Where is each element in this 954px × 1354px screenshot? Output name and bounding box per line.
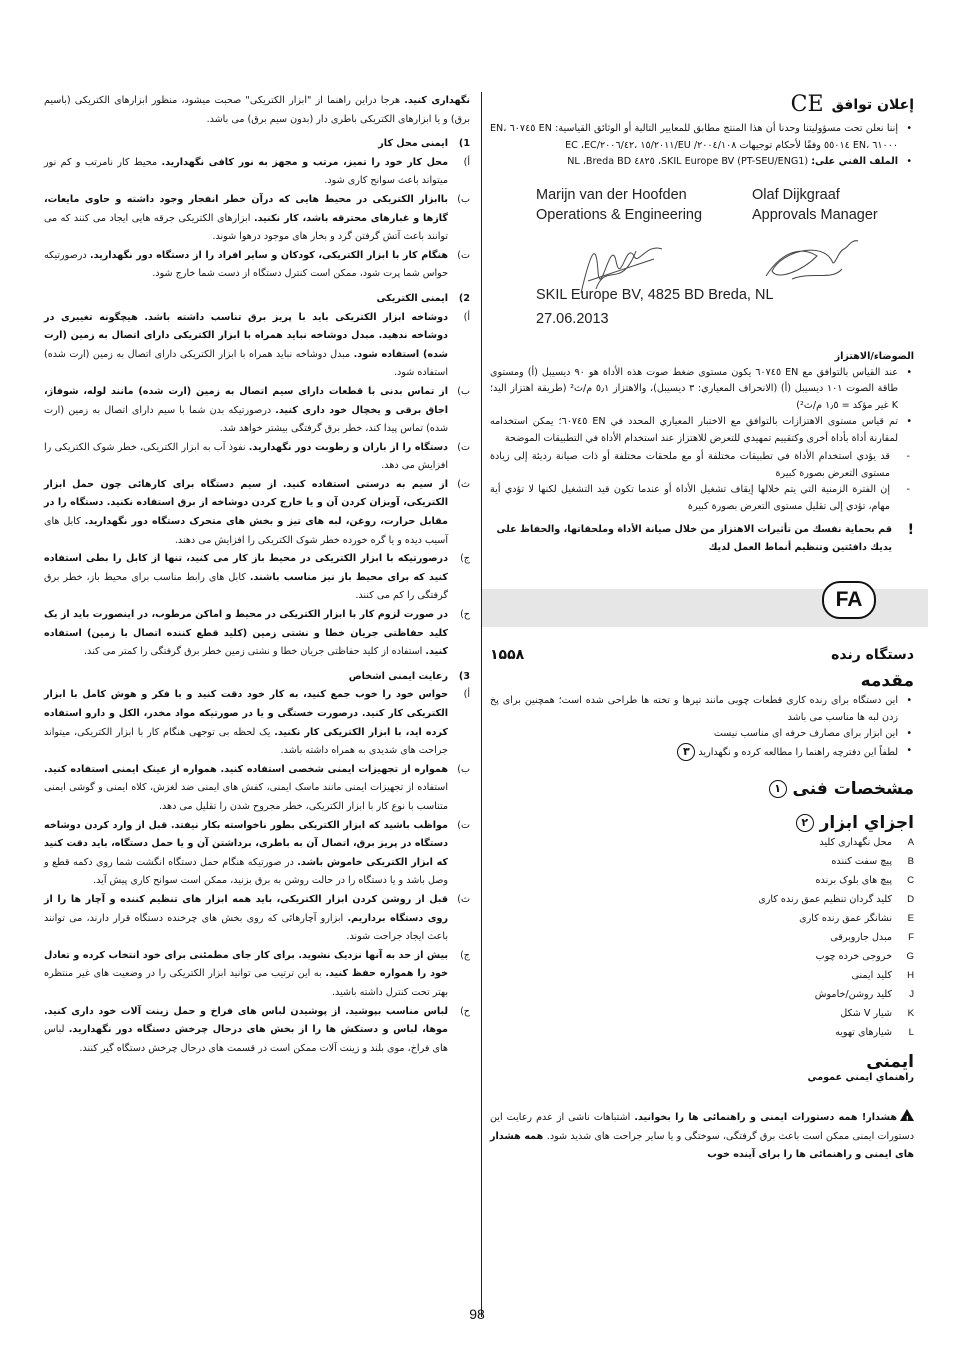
intro-bullet: • این ابزار برای مصارف حرفه ای مناسب نیست (490, 726, 898, 743)
specs-title: مشخصات فنی ۱ (490, 779, 914, 799)
figure-number-icon: ۲ (796, 814, 814, 832)
general-warning: ! هشدار! همه دستورات ایمنی و راهنمائی ها را بخوانید. اشتباهات ناشی از عدم رعایت این دستورات ایمنی ممکن است باعث برق گرفتگی، سوختگی و یا سایر جراحت های شدید شود. همه هشدار های ایمنی و راهنمائی ها را برای آینده خوب (490, 1109, 914, 1165)
safety-item: ح) لباس مناسب بپوشید. از پوشیدن لباس های فراخ و حمل زینت آلات خود داری کنید. موها، لباس و دستکش ها را از بخش های درحال چرخش دستگاه دور نگهدارید. لباس های فراخ، موی بلند و زینت آلات ممکن است در قسمت های درحال چرخش دستگاه گیر کنند. (44, 1005, 470, 1054)
column-divider (481, 92, 482, 1317)
part-item: J کلید روشن/خاموش (814, 989, 914, 1000)
safety-item: ب) باابزار الکتریکی در محیط هایی که درآن خطر انفجار وجود داشته و حاوی مایعات، گازها و غبارهای محترقه باشد، کار نکنید. ابزارهای الکتریکی جرقه هایی ایجاد می کنند که می توانند باعث آتش گرفتن گرد و بخار های موجود درهوا شوند. (44, 193, 470, 243)
intro-title: مقدمه (860, 671, 914, 691)
section-heading: 3) رعایت ایمنی اشخاص (348, 670, 470, 682)
page-number: 98 (469, 1306, 485, 1322)
noise-bullet: • عند القياس بالتوافق مع EN ٦٠٧٤٥ يكون مستوى ضغط صوت هذه الأداة هو ٩٠ ديسيبل (أ) ومستوى طاقة الصوت ١٠١ ديسيبل (أ) (الانحراف المعياري: ٣ ديسيبل)، والاهتزاز ٥٫١ م/ث² (طريقة اهتزاز اليد؛ K غير مؤكد = ١٫٥ م/ث²) (490, 365, 898, 415)
safety-item: أ) حواس خود را خوب جمع کنید، به کار خود دقت کنید و با فکر و هوش کامل با ابزار الکتریکی کار کنید. درصورت خستگی و یا در صورتیکه مواد مخدر، الکل و دارو استفاده کرده اید، با ابزار الکتریکی کار نکنید. یک لحظه بی توجهی هنگام کار با ابزار الکتریکی، میتواند جراحت های شدیدی به همراه داشته باشد. (44, 689, 470, 757)
safety-item: ب) همواره از تجهیزات ایمنی شخصی استفاده کنید. همواره از عینک ایمنی استفاده کنید. استفاده از تجهیزات ایمنی مانند ماسک ایمنی، کفش های ایمنی ضد لغزش، کلاه ایمنی و گوشی ایمنی متناسب با نوع کار با ابزار الکتریکی، خطر مجروح شدن را تقلیل می دهد. (44, 763, 470, 812)
part-item: H کلید ایمنی (851, 970, 914, 981)
noise-bullet: • تم قياس مستوى الاهتزازات بالتوافق مع الاختبار المعياري المحدد في EN ٦٠٧٤٥؛ يمكن استخدامه لمقارنة أداة بأداة أخرى وكتقييم تمهيدي للتعرض للاهتزاز عند استخدام الأداة في التطبيقات الموضحة (490, 414, 898, 447)
part-item: D کلید گردان تنظیم عمق رنده کاری (758, 894, 914, 905)
safety-item: أ) دوشاخه ابزار الکتریکی باید با پریز برق تناسب داشته باشد. هیچگونه تغییری در دوشاخه ندهید. مبدل دوشاخه نباید همراه با ابزار الکتریکی دارای اتصال به زمین (ارت شده) استفاده شود. مبدل دوشاخه نباید همراه با ابزار الکتریکی دارای اتصال به زمین (ارت شده) استفاده شود. (44, 311, 470, 379)
safety-item: ت) دستگاه را از باران و رطوبت دور نگهدارید. نفوذ آب به ابزار الکتریکی، خطر شوک الکتریکی را افزایش می دهد. (44, 441, 470, 472)
safety-item: ج) بیش از حد به آنها نزدیک نشوید. برای کار جای مطمئنی برای خود انتخاب کرده و تعادل خود را همواره حفظ کنید. به این ترتیب می توانید ابزار الکتریکی را در وضعیت های غیر منتظره بهتر تحت کنترل داشته باشید. (44, 949, 470, 998)
noise-dash: - إن الفترة الزمنية التي يتم خلالها إيقاف تشغيل الأداة أو عندما تكون قيد التشغيل لكنها لا تؤدي أية مهام، تؤدي إلى تقليل مستوى التعرض بصورة كبيرة (490, 482, 890, 515)
product-header (490, 647, 914, 663)
ce-standards: • إننا نعلن تحت مسؤوليتنا وحدنا أن هذا المنتج مطابق للمعايير التالية أو الوثائق القياسية: EN ٦٠٧٤٥ ،EN ٦١٠٠٠ ،EN ٥٥٠١٤ وفقًا لأحكام توجيهات ٢٠٠٤/١٠٨/ EU/١٥/٢٠١١ ،٢٠٠٦/٤٢/EC ،EC (490, 121, 898, 154)
vibration-warning: ! قم بحماية نفسك من تأثيرات الاهتزاز من خلال صيانة الأداة وملحقاتها، والحفاظ على يديك دافئتين وتنظيم أنماط العمل لديك (490, 521, 914, 557)
signatures-block (490, 171, 914, 331)
right-column (490, 92, 914, 1165)
part-item: B پیچ سفت کننده (831, 856, 914, 867)
signer-1: Marijn van der Hoofden Operations & Engineering (536, 186, 703, 223)
noise-dashes (490, 449, 914, 515)
intro-paragraph: نگهداری کنید. هرجا دراین راهنما از "ابزار الکتریکی" صحبت میشود، منظور ابزارهای الکتریکی (باسیم برق) و یا ابزارهای الکتریکی باطری دار (بدون سیم برق) می باشد. (44, 95, 470, 125)
safety-item: ج) درصورتیکه با ابزار الکتریکی در محیط باز کار می کنید، تنها از کابل را بطی استفاده کنید که برای محیط باز نیز مناسب باشند. کابل های رابط مناسب برای محیط باز، خطر برق گرفتگی را کم می کنند. (44, 553, 470, 602)
ce-bullets (490, 121, 914, 171)
intro-bullet: • لطفاً این دفترچه راهنما را مطالعه کرده و نگهدارید ۳ (490, 743, 898, 762)
part-item: L شیارهای تهویه (835, 1027, 914, 1038)
signature-2-icon (762, 231, 862, 291)
safety-item: ث) قبل از روشن کردن ابزار الکتریکی، باید همه ابزار های تنظیم کننده و آچار ها را از روی دستگاه برداریم. ابزارو آچارهائی که روی بخش های چرخنده دستگاه قرار دارند، می توانند باعث ایجاد جراحت شوند. (44, 893, 470, 943)
safety-item: ت) هنگام کار با ابزار الکتریکی، کودکان و سایر افراد را از دستگاه دور نگهدارید. درصورتیکه حواس شما پرت شود، ممکن است کنترل دستگاه از دست شما خارج شود. (44, 249, 470, 280)
safety-item: ت) مواظب باشید که ابزار الکتریکی بطور ناخواسته بکار نیفتد. قبل از وارد کردن دوشاخه دستگاه در پریز برق، اتصال آن به باطری، برداشتن آن و یا حمل دستگاه، باید دقت کنید که ابزار الکتریکی خاموش باشد. در صورتیکه هنگام حمل دستگاه انگشت شما روی دکمه قطع و وصل باشد و یا دستگاه را در حالت روشن به برق بزنید، ممکن است سوانح کاری پیش آید. (44, 819, 470, 887)
warning-triangle-icon: ! (900, 1109, 914, 1121)
part-item: C پیچ های بلوک برنده (815, 875, 914, 886)
safety-sections (44, 135, 470, 1058)
section-heading: 1) ایمنی محل کار (378, 138, 470, 150)
part-item: A محل نگهداری کلید (819, 837, 914, 848)
signer-2: Olaf Dijkgraaf Approvals Manager (752, 186, 878, 223)
safety-item: ث) از سیم به درستی استفاده کنید. از سیم دستگاه برای کارهائی چون حمل ابزار الکتریکی، آویزان کردن آن و یا خارج کردن دوشاخه از برق استفاده نکنید. دستگاه را در مقابل حرارت، روغن، لبه های تیز و بخش های متحرک دستگاه دور نگهدارید. کابل های آسیب دیده و یا گره خورده خطر شوک الکتریکی را افزایش می دهند. (44, 478, 470, 546)
part-item: E نشانگر عمق رنده کاری (799, 913, 914, 924)
safety-title: ایمنی (866, 1052, 914, 1072)
company-and-date: SKIL Europe BV, 4825 BD Breda, NL 27.06.2013 (536, 286, 774, 327)
product-title: دستگاه رنده (831, 647, 914, 663)
ce-technical-file: • الملف الفني على: SKIL Europe BV (PT-SEU/ENG1)، ٤٨٢٥ NL ،Breda BD (490, 154, 898, 171)
part-item: F مبدل جاروبرقی (830, 932, 914, 943)
part-item: K شیار V شکل (840, 1008, 914, 1019)
safety-item: أ) محل کار خود را تمیز، مرتب و مجهز به نور کافی نگهدارید. محیط کار نامرتب و کم نور میتواند باعث سوانح کاری شود. (44, 156, 470, 187)
exclamation-icon: ! (907, 522, 914, 538)
intro-bullets (490, 693, 914, 761)
section-heading: 2) ایمنی الکتریکی (376, 292, 470, 304)
noise-title: الضوضاء/الاهتزاز (834, 350, 914, 362)
language-badge: FA (822, 581, 876, 619)
ce-declaration-title: إعلان توافق CE (790, 92, 914, 117)
noise-bullets (490, 365, 914, 448)
safety-item: ب) از تماس بدنی با قطعات دارای سیم اتصال به زمین (ارت شده) مانند لوله، شوفاژ، اجاق برقی و یخچال خود داری کنید. درصورتیکه بدن شما با سیم دارای اتصال به زمین (ارت شده) تماس پیدا کند، خطر برق گرفتگی بیشتر خواهد شد. (44, 385, 470, 435)
safety-subtitle: راهنماي ايمني عمومي (807, 1072, 914, 1083)
figure-number-icon: ۱ (769, 780, 787, 798)
parts-title: اجزاي ابزار ۲ (490, 813, 914, 833)
left-column (44, 92, 470, 1058)
parts-list (490, 833, 914, 1042)
model-number: ۱۵۵۸ (490, 647, 525, 663)
part-item: G خروجی خرده چوب (815, 951, 914, 962)
intro-bullet: • این دستگاه برای رنده کاری قطعات چوبی مانند تیرها و تخته ها طراحی شده است؛ همچنین برای پخ زدن لبه ها مناسب می باشد (490, 693, 898, 726)
safety-item: ح) در صورت لزوم کار با ابزار الکتریکی در محیط و اماکن مرطوب، در اینصورت باید از یک کلید حفاظتی جریان خطا و نشتی زمین (کلید قطع کننده اتصال با زمین) استفاده کنید. استفاده از کلید حفاظتی جریان خطا و نشتی زمین خطر برق گرفتگی را کمتر می کند. (44, 609, 470, 658)
language-bar (482, 589, 928, 627)
ce-mark-icon: CE (790, 92, 824, 117)
figure-number-icon: ۳ (677, 743, 695, 761)
noise-dash: - قد يؤدي استخدام الأداة في تطبيقات مختلفة أو مع ملحقات مختلفة أو ذات صيانة رديئة إلى زيادة مستوى التعرض بصورة كبيرة (490, 449, 890, 482)
